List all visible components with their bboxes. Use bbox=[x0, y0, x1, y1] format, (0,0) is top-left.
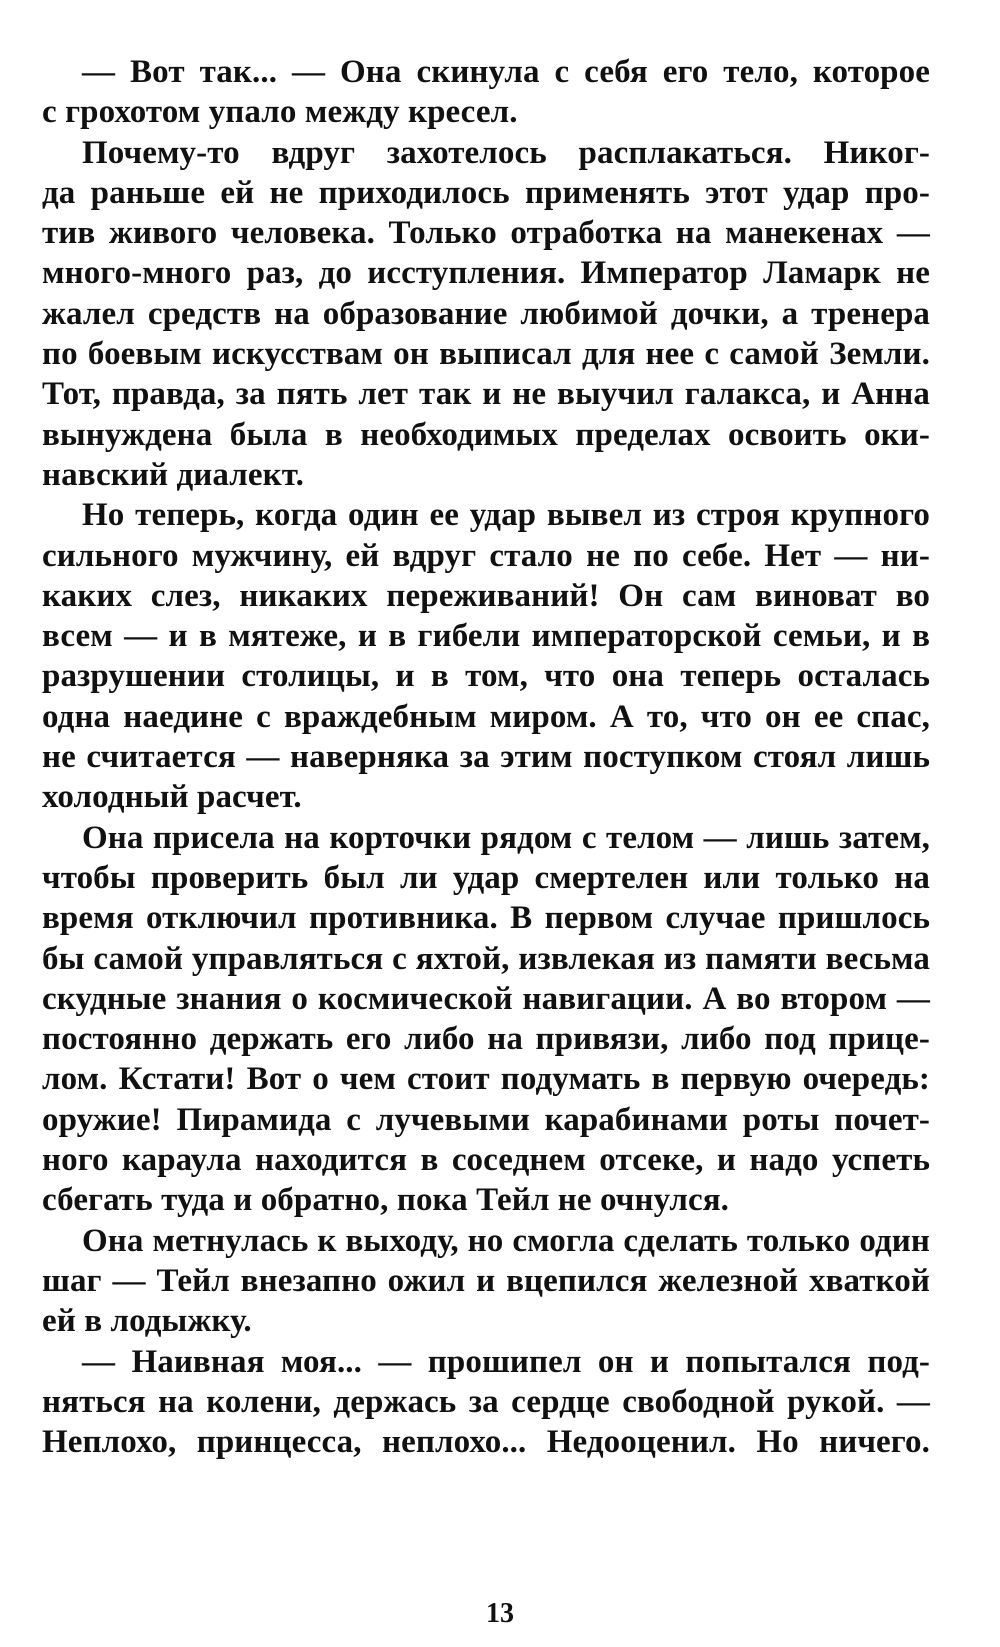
text-line: одна наедине с враждебным миром. А то, что он ее спас, bbox=[42, 698, 930, 735]
text-line: бы самой управляться с яхтой, извлекая из памяти весьма bbox=[42, 940, 930, 977]
text-line: няться на колени, держась за сердце свободной рукой. — bbox=[42, 1383, 930, 1420]
page-number: 13 bbox=[486, 1598, 514, 1629]
text-line: сильного мужчину, ей вдруг стало не по себе. Нет — ни- bbox=[42, 537, 930, 574]
paragraph-4 bbox=[42, 818, 930, 1221]
text-line: вынуждена была в необходимых пределах освоить оки- bbox=[42, 416, 930, 453]
text-line: тив живого человека. Только отработка на манекенах — bbox=[42, 215, 930, 252]
text-line: Неплохо, принцесса, неплохо... Недооценил. Но ничего. bbox=[42, 1424, 930, 1461]
text-line: ного караула находится в соседнем отсеке, и надо успеть bbox=[42, 1142, 930, 1179]
text-line: много-много раз, до исступления. Император Ламарк не bbox=[42, 255, 930, 292]
text-line: да раньше ей не приходилось применять этот удар про- bbox=[42, 174, 930, 211]
text-line: с грохотом упало между кресел. bbox=[42, 94, 518, 131]
text-line: Но теперь, когда один ее удар вывел из строя крупного bbox=[82, 497, 930, 534]
text-line: скудные знания о космической навигации. А во втором — bbox=[42, 980, 930, 1017]
text-line: навский диалект. bbox=[42, 456, 304, 493]
text-line: не считается — наверняка за этим поступком стоял лишь bbox=[42, 739, 930, 776]
paragraph-6 bbox=[42, 1342, 930, 1463]
text-line: по боевым искусствам он выписал для нее с самой Земли. bbox=[42, 336, 930, 373]
text-line: чтобы проверить был ли удар смертелен или только на bbox=[42, 859, 930, 896]
text-line: ей в лодыжку. bbox=[42, 1303, 252, 1340]
text-line: Тот, правда, за пять лет так и не выучил галакса, и Анна bbox=[42, 376, 930, 413]
text-line: Почему-то вдруг захотелось расплакаться. Никог- bbox=[82, 134, 930, 171]
text-line: лом. Кстати! Вот о чем стоит подумать в первую очередь: bbox=[42, 1061, 930, 1098]
text-line: постоянно держать его либо на привязи, либо под прице- bbox=[42, 1021, 930, 1058]
paragraph-3 bbox=[42, 495, 930, 817]
text-line: — Наивная моя... — прошипел он и попытался под- bbox=[82, 1343, 930, 1380]
text-line: Она метнулась к выходу, но смогла сделать только один bbox=[82, 1222, 930, 1259]
text-line: Она присела на корточки рядом с телом — лишь затем, bbox=[82, 819, 930, 856]
text-line: всем — и в мятеже, и в гибели императорской семьи, и в bbox=[42, 618, 930, 655]
text-line: холодный расчет. bbox=[42, 779, 302, 816]
text-line: время отключил противника. В первом случае пришлось bbox=[42, 900, 930, 937]
book-page-text bbox=[42, 52, 930, 1462]
text-line: — Вот так... — Она скинула с себя его тело, которое bbox=[82, 54, 930, 90]
text-line: оружие! Пирамида с лучевыми карабинами роты почет- bbox=[42, 1101, 930, 1138]
text-line: шаг — Тейл внезапно ожил и вцепился железной хваткой bbox=[42, 1262, 930, 1299]
text-line: каких слез, никаких переживаний! Он сам виноват во bbox=[42, 577, 930, 614]
text-line: жалел средств на образование любимой дочки, а тренера bbox=[42, 295, 930, 332]
text-line: разрушении столицы, и в том, что она теперь осталась bbox=[42, 658, 930, 695]
text-line: сбегать туда и обратно, пока Тейл не очнулся. bbox=[42, 1182, 730, 1219]
paragraph-2 bbox=[42, 133, 930, 496]
paragraph-1 bbox=[42, 52, 930, 133]
paragraph-5 bbox=[42, 1221, 930, 1342]
